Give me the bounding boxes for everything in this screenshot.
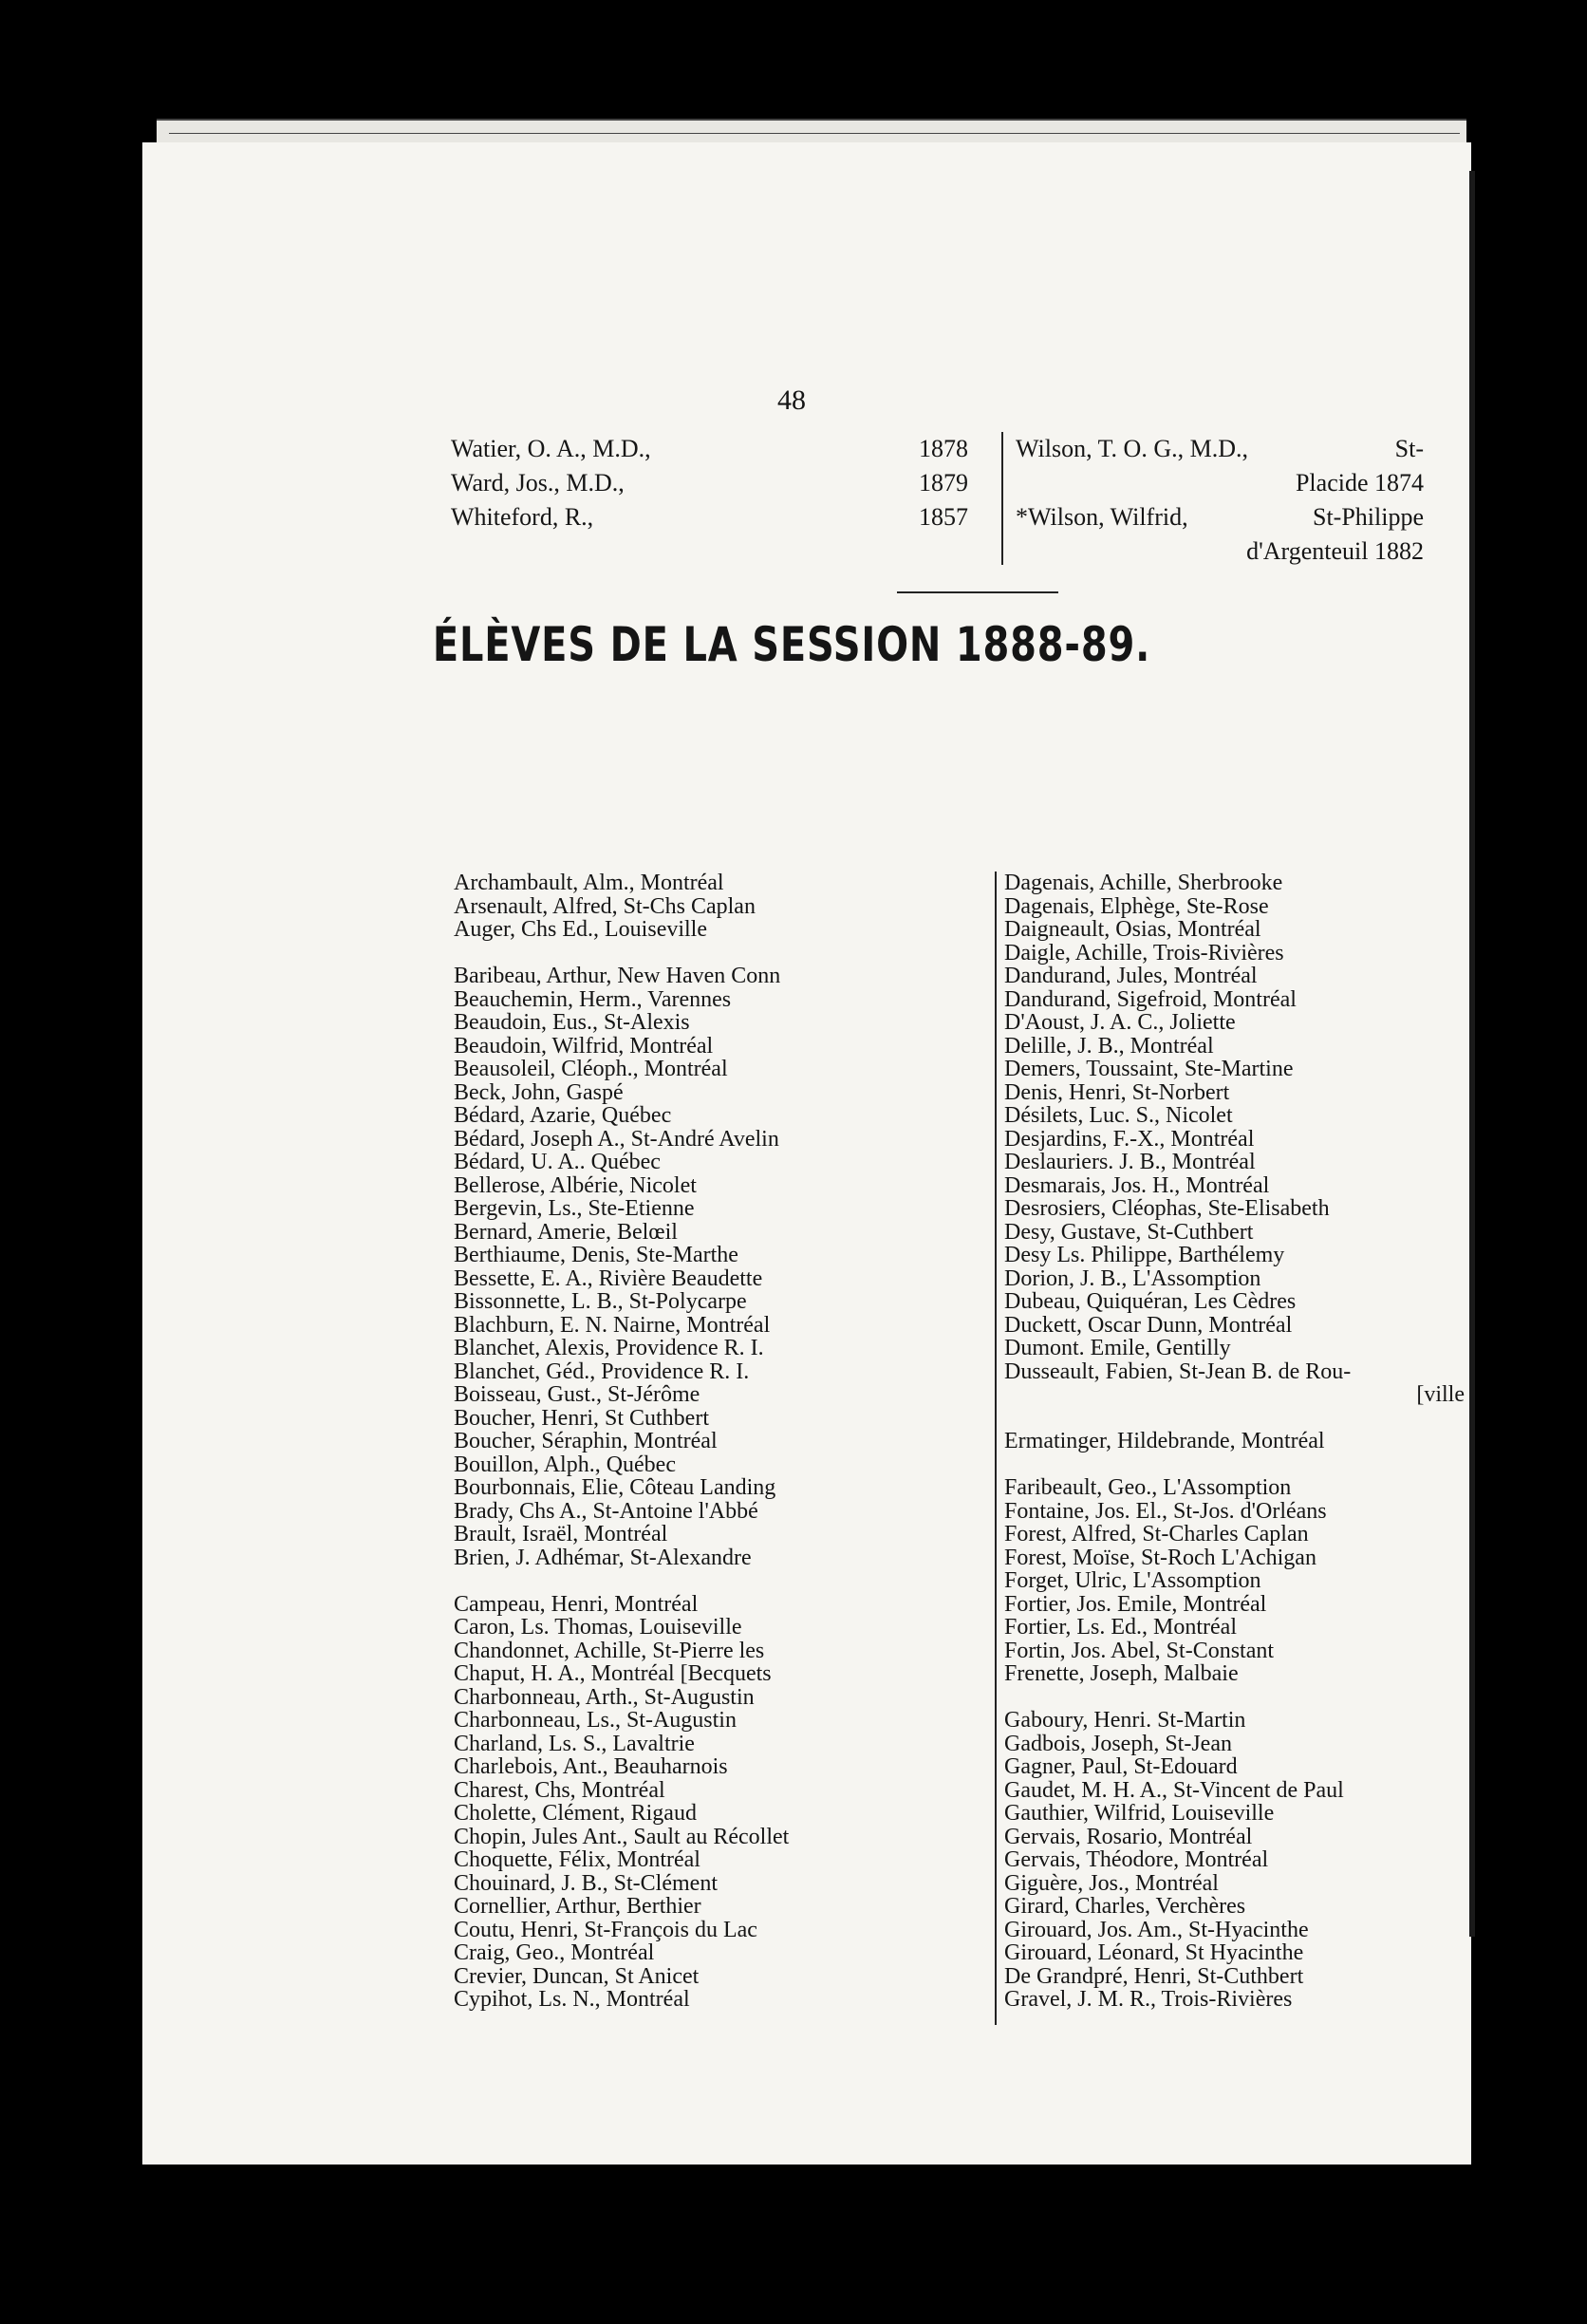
list-item: Chouinard, J. B., St-Clément <box>454 1870 718 1896</box>
list-item: Beauchemin, Herm., Varennes <box>454 986 732 1012</box>
list-item: Daigneault, Osias, Montréal <box>1004 917 1261 942</box>
section-heading: ÉLÈVES DE LA SESSION 1888-89. <box>432 617 1151 672</box>
list-item: Dubeau, Quiquéran, Les Cèdres <box>1004 1289 1297 1314</box>
list-item: Fortier, Jos. Emile, Montréal <box>1004 1591 1267 1617</box>
top-entry <box>451 432 968 466</box>
list-item: Charbonneau, Ls., St-Augustin <box>454 1708 737 1733</box>
list-item: Chaput, H. A., Montréal [Becquets <box>454 1661 772 1686</box>
list-item: Choquette, Félix, Montréal <box>454 1847 700 1872</box>
top-entry <box>1016 432 1424 466</box>
list-item: Delille, J. B., Montréal <box>1004 1033 1214 1059</box>
list-item: Charlebois, Ant., Beauharnois <box>454 1754 728 1779</box>
entry-name: *Wilson, Wilfrid, <box>1016 503 1188 531</box>
list-item: Desmarais, Jos. H., Montréal <box>1004 1172 1270 1198</box>
list-item: [ville <box>1416 1382 1465 1407</box>
list-item: Desy Ls. Philippe, Barthélemy <box>1004 1243 1285 1267</box>
list-item: Blachburn, E. N. Nairne, Montréal <box>454 1312 771 1338</box>
list-gap <box>1004 1407 1465 1431</box>
list-item: Arsenault, Alfred, St-Chs Caplan <box>454 893 756 919</box>
list-item: Giguère, Jos., Montréal <box>1004 1870 1219 1896</box>
list-item: Dagenais, Achille, Sherbrooke <box>1004 871 1283 895</box>
top-divider <box>1001 432 1003 565</box>
list-item: Girouard, Jos. Am., St-Hyacinthe <box>1004 1917 1309 1942</box>
entry-place: St- <box>1394 435 1424 462</box>
list-item: Gagner, Paul, St-Edouard <box>1004 1754 1238 1779</box>
list-item: Blanchet, Géd., Providence R. I. <box>454 1359 750 1384</box>
column-divider <box>995 872 997 2025</box>
list-item: Cornellier, Arthur, Berthier <box>454 1894 701 1919</box>
list-item: Dumont. Emile, Gentilly <box>1004 1336 1231 1360</box>
list-item: Bissonnette, L. B., St-Polycarpe <box>454 1289 747 1314</box>
list-item: Girard, Charles, Verchères <box>1004 1894 1246 1919</box>
list-item: Gaudet, M. H. A., St-Vincent de Paul <box>1004 1777 1344 1803</box>
list-item: Gervais, Rosario, Montréal <box>1004 1824 1253 1849</box>
list-item: Forest, Moïse, St-Roch L'Achigan <box>1004 1545 1316 1570</box>
list-item: Brault, Israël, Montréal <box>454 1522 668 1546</box>
top-entry <box>1016 534 1424 569</box>
student-list-left <box>454 872 999 2012</box>
list-item: Baribeau, Arthur, New Haven Conn <box>454 964 781 988</box>
list-item: De Grandpré, Henri, St-Cuthbert <box>1004 1963 1304 1989</box>
list-item: Dandurand, Sigefroid, Montréal <box>1004 986 1297 1012</box>
list-item: Bouillon, Alph., Québec <box>454 1452 676 1477</box>
list-item: Chopin, Jules Ant., Sault au Récollet <box>454 1824 790 1849</box>
list-item: Bernard, Amerie, Belœil <box>454 1219 678 1245</box>
list-item: Dorion, J. B., L'Assomption <box>1004 1265 1261 1291</box>
list-item: Boucher, Henri, St Cuthbert <box>454 1405 709 1431</box>
list-item: Fortin, Jos. Abel, St-Constant <box>1004 1638 1275 1663</box>
list-item: Fortier, Ls. Ed., Montréal <box>1004 1615 1237 1640</box>
list-item: Faribeault, Geo., L'Assomption <box>1004 1475 1292 1500</box>
list-item: Blanchet, Alexis, Providence R. I. <box>454 1336 764 1360</box>
student-list-right <box>1004 872 1465 2012</box>
entry-name: Whiteford, R., <box>451 503 594 531</box>
list-item: Campeau, Henri, Montréal <box>454 1591 699 1617</box>
list-item: Bédard, Azarie, Québec <box>454 1103 672 1128</box>
entry-year: 1878 <box>919 435 968 462</box>
list-item: Demers, Toussaint, Ste-Martine <box>1004 1057 1294 1081</box>
entry-place: Placide 1874 <box>1295 469 1424 497</box>
list-item: Daigle, Achille, Trois-Rivières <box>1004 940 1284 965</box>
entry-name: Watier, O. A., M.D., <box>451 435 651 462</box>
list-item: Desjardins, F.-X., Montréal <box>1004 1126 1255 1152</box>
list-gap <box>1004 1686 1465 1710</box>
list-item: Beaudoin, Eus., St-Alexis <box>454 1010 690 1035</box>
list-item: Bessette, E. A., Rivière Beaudette <box>454 1265 763 1291</box>
list-item: Berthiaume, Denis, Ste-Marthe <box>454 1243 738 1267</box>
top-entry <box>451 466 968 500</box>
entry-place: St-Philippe <box>1312 503 1424 531</box>
list-item: Dusseault, Fabien, St-Jean B. de Rou- <box>1004 1359 1352 1384</box>
list-item: Gauthier, Wilfrid, Louiseville <box>1004 1801 1275 1826</box>
list-item: Duckett, Oscar Dunn, Montréal <box>1004 1312 1293 1338</box>
list-gap <box>454 942 999 965</box>
list-item: Girouard, Léonard, St Hyacinthe <box>1004 1940 1304 1965</box>
list-item: Fontaine, Jos. El., St-Jos. d'Orléans <box>1004 1498 1327 1524</box>
list-item: Ermatinger, Hildebrande, Montréal <box>1004 1429 1325 1453</box>
list-item: Auger, Chs Ed., Louiseville <box>454 917 707 942</box>
list-item: Archambault, Alm., Montréal <box>454 871 724 895</box>
list-item: Chandonnet, Achille, St-Pierre les <box>454 1638 765 1663</box>
list-item: Beck, John, Gaspé <box>454 1079 624 1105</box>
binding-edge <box>1469 171 1475 1937</box>
list-item: Denis, Henri, St-Norbert <box>1004 1079 1230 1105</box>
list-item: Brien, J. Adhémar, St-Alexandre <box>454 1545 752 1570</box>
entry-place: d'Argenteuil 1882 <box>1246 537 1424 565</box>
list-item: Frenette, Joseph, Malbaie <box>1004 1661 1239 1686</box>
list-item: Desy, Gustave, St-Cuthbert <box>1004 1219 1254 1245</box>
section-rule <box>897 591 1058 593</box>
list-item: Desrosiers, Cléophas, Ste-Elisabeth <box>1004 1196 1330 1221</box>
list-item: Boucher, Séraphin, Montréal <box>454 1429 718 1453</box>
list-item: Désilets, Luc. S., Nicolet <box>1004 1103 1233 1128</box>
list-item: Forest, Alfred, St-Charles Caplan <box>1004 1522 1309 1546</box>
list-gap <box>454 1569 999 1593</box>
list-item: Craig, Geo., Montréal <box>454 1940 655 1965</box>
list-item: Charland, Ls. S., Lavaltrie <box>454 1731 695 1756</box>
list-item: Coutu, Henri, St-François du Lac <box>454 1917 757 1942</box>
entry-year: 1879 <box>919 469 968 497</box>
top-entry <box>1016 500 1424 534</box>
entry-name: Ward, Jos., M.D., <box>451 469 625 497</box>
list-item: Crevier, Duncan, St Anicet <box>454 1963 700 1989</box>
top-entry <box>451 500 968 534</box>
list-item: Charest, Chs, Montréal <box>454 1777 665 1803</box>
list-item: Bergevin, Ls., Ste-Etienne <box>454 1196 695 1221</box>
document-page <box>142 142 1471 2165</box>
list-item: Cypihot, Ls. N., Montréal <box>454 1987 690 2012</box>
list-item: Deslauriers. J. B., Montréal <box>1004 1150 1256 1174</box>
list-item: Caron, Ls. Thomas, Louiseville <box>454 1615 742 1640</box>
list-item: Charbonneau, Arth., St-Augustin <box>454 1684 755 1710</box>
list-item: Bédard, U. A.. Québec <box>454 1150 661 1174</box>
list-item: Gervais, Théodore, Montréal <box>1004 1847 1269 1872</box>
top-list-left <box>451 432 968 534</box>
list-item: Forget, Ulric, L'Assomption <box>1004 1568 1261 1593</box>
list-item: Dagenais, Elphège, Ste-Rose <box>1004 893 1269 919</box>
entry-name: Wilson, T. O. G., M.D., <box>1016 435 1248 462</box>
entry-year: 1857 <box>919 503 968 531</box>
top-list-right <box>1016 432 1424 569</box>
list-item: Beausoleil, Cléoph., Montréal <box>454 1057 728 1081</box>
list-item: Gravel, J. M. R., Trois-Rivières <box>1004 1987 1293 2012</box>
top-entry <box>1016 466 1424 500</box>
list-item: Bédard, Joseph A., St-André Avelin <box>454 1126 779 1152</box>
list-item: Gadbois, Joseph, St-Jean <box>1004 1731 1232 1756</box>
list-item: D'Aoust, J. A. C., Joliette <box>1004 1010 1236 1035</box>
list-item: Gaboury, Henri. St-Martin <box>1004 1708 1246 1733</box>
list-item: Dandurand, Jules, Montréal <box>1004 964 1258 988</box>
list-item: Beaudoin, Wilfrid, Montréal <box>454 1033 714 1059</box>
page-number: 48 <box>777 384 806 416</box>
list-item: Cholette, Clément, Rigaud <box>454 1801 697 1826</box>
list-item: Boisseau, Gust., St-Jérôme <box>454 1382 700 1407</box>
list-item: Bourbonnais, Elie, Côteau Landing <box>454 1475 776 1500</box>
list-item: Bellerose, Albérie, Nicolet <box>454 1172 697 1198</box>
list-gap <box>1004 1453 1465 1477</box>
list-item: Brady, Chs A., St-Antoine l'Abbé <box>454 1498 758 1524</box>
